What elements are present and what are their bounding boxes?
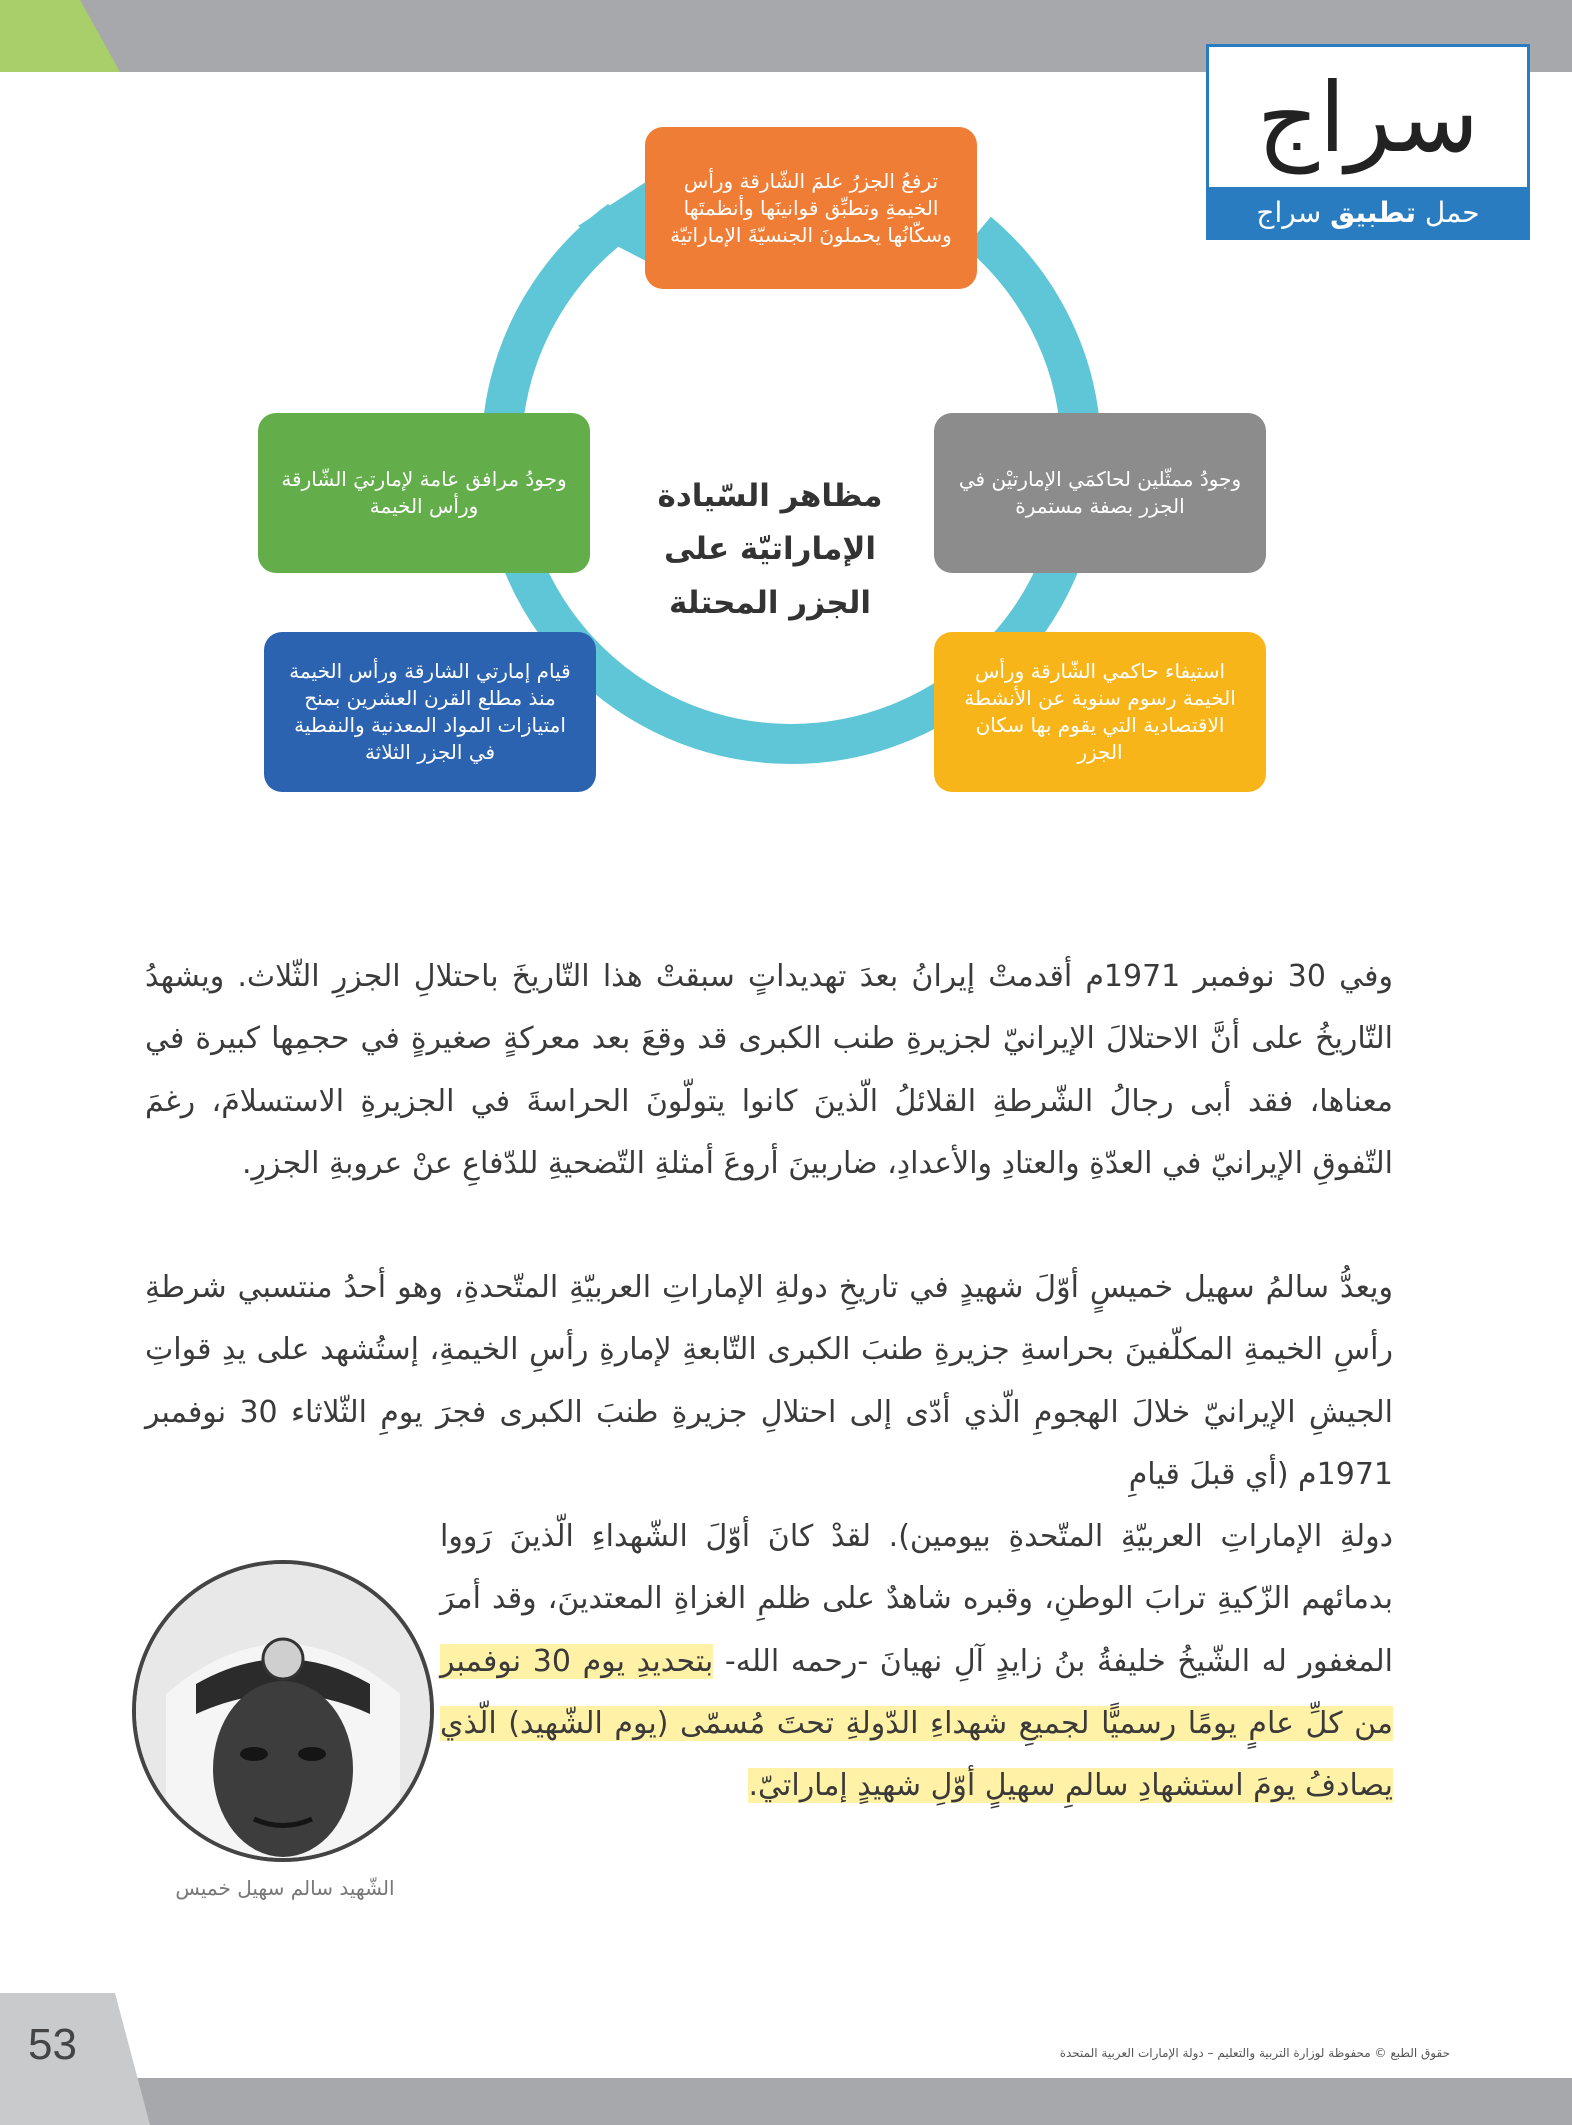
strip-prefix: حمل <box>1424 195 1480 229</box>
copyright-note: حقوق الطبع © محفوظة لوزارة التربية والتعليم – دولة الإمارات العربية المتحدة <box>1059 2046 1450 2060</box>
page-number: 53 <box>28 2020 77 2069</box>
diagram-box-ruler-representatives: وجودُ ممثّلين لحاكمَي الإمارتيْن في الجزر بصفة مستمرة <box>934 413 1266 573</box>
siraj-logo-title: سراج <box>1256 62 1480 174</box>
diagram-box-public-facilities: وجودُ مرافق عامة لإمارتيَ الشّارقة ورأس الخيمة <box>258 413 590 573</box>
diagram-box-mining-concessions: قيام إمارتي الشارقة ورأس الخيمة منذ مطلع القرن العشرين بمنح امتيازات المواد المعدنية والنفطية في الجزر الثلاثة <box>264 632 596 792</box>
paragraph-occupation: وفي 30 نوفمبر 1971م أقدمتْ إيرانُ بعدَ تهديداتٍ سبقتْ هذا التّاريخَ باحتلالِ الجزرِ الثّلاث. ويشهدُ التّاريخُ على أنَّ الاحتلالَ الإيرانيّ لجزيرةِ طنب الكبرى قد وقعَ بعد معركةٍ صغيرةٍ في حجمِها كبيرة في معناها، فقد أبى رجالُ الشّرطةِ القلائلُ الّذينَ كانوا يتولّونَ الحراسةَ في الجزيرةِ الاستسلامَ، رغمَ التّفوقِ الإيرانيّ في العدّةِ والعتادِ والأعدادِ، ضاربينَ أروعَ أمثلةِ التّضحيةِ للدّفاعِ عنْ عروبةِ الجزرِ. <box>145 959 1393 1181</box>
center-title-line-3: الجزر المحتلة <box>668 584 872 621</box>
martyr-portrait-photo <box>132 1560 434 1862</box>
strip-emph: تطبيق <box>1330 195 1416 229</box>
portrait-illustration <box>136 1564 430 1858</box>
strip-suffix: سراج <box>1256 195 1322 229</box>
martyr-day-highlight: بتحديدِ يوم 30 نوفمبر من كلِّ عامٍ يومًا رسميًّا لجميعِ شهداءِ الدّولةِ تحتَ مُسمّى (يوم الشّهيد) الّذي يصادفُ يومَ استشهادِ سالمِ سهيلٍ أوّلِ شهيدٍ إماراتيّ. <box>440 1643 1393 1804</box>
diagram-center-title <box>620 470 920 640</box>
paragraph-martyr-day <box>440 1506 1393 1817</box>
center-title-line-2: الإماراتيّة على <box>663 531 877 568</box>
center-title-line-1: مظاهر السّيادة <box>657 478 883 514</box>
martyr-day-text: دولةِ الإماراتِ العربيّةِ المتّحدةِ بيومين). لقدْ كانَ أوّلَ الشّهداءِ الّذينَ رَووا بدمائهم الزّكيةِ ترابَ الوطنِ، وقبره شاهدٌ على ظلمِ الغزاةِ المعتدينَ، وقد أمرَ المغفور له الشّيخُ خليفةُ بنُ زايدٍ آلِ نهيانَ -رحمه الله- <box>440 1519 1393 1679</box>
bottom-band <box>0 2078 1572 2125</box>
diagram-box-annual-fees: استيفاء حاكمي الشّارقة ورأس الخيمة رسوم سنوية عن الأنشطة الاقتصادية التي يقوم بها سكان الجزر <box>934 632 1266 792</box>
diagram-box-flags-and-laws: ترفعُ الجزرُ علمَ الشّارقة ورأس الخيمةِ وتطبِّق قوانينَها وأنظمتَها وسكّانُها يحملونَ الجنسيّةَ الإماراتيّة <box>645 127 977 289</box>
paragraph-first-martyr: ويعدُّ سالمُ سهيل خميسٍ أوّلَ شهيدٍ في تاريخِ دولةِ الإماراتِ العربيّةِ المتّحدةِ، وهو أحدُ منتسبي شرطةِ رأسِ الخيمةِ المكلّفينَ بحراسةِ جزيرةِ طنبَ الكبرى التّابعةِ لإمارةِ رأسِ الخيمةِ، إستُشهد على يدِ قواتِ الجيشِ الإيرانيّ خلالَ الهجومِ الّذي أدّى إلى احتلالِ جزيرةِ طنبَ الكبرى فجرَ يومِ الثّلاثاء 30 نوفمبر 1971م (أي قبلَ قيامِ <box>145 1270 1393 1492</box>
portrait-caption: الشّهيد سالم سهيل خميس <box>175 1876 395 1900</box>
